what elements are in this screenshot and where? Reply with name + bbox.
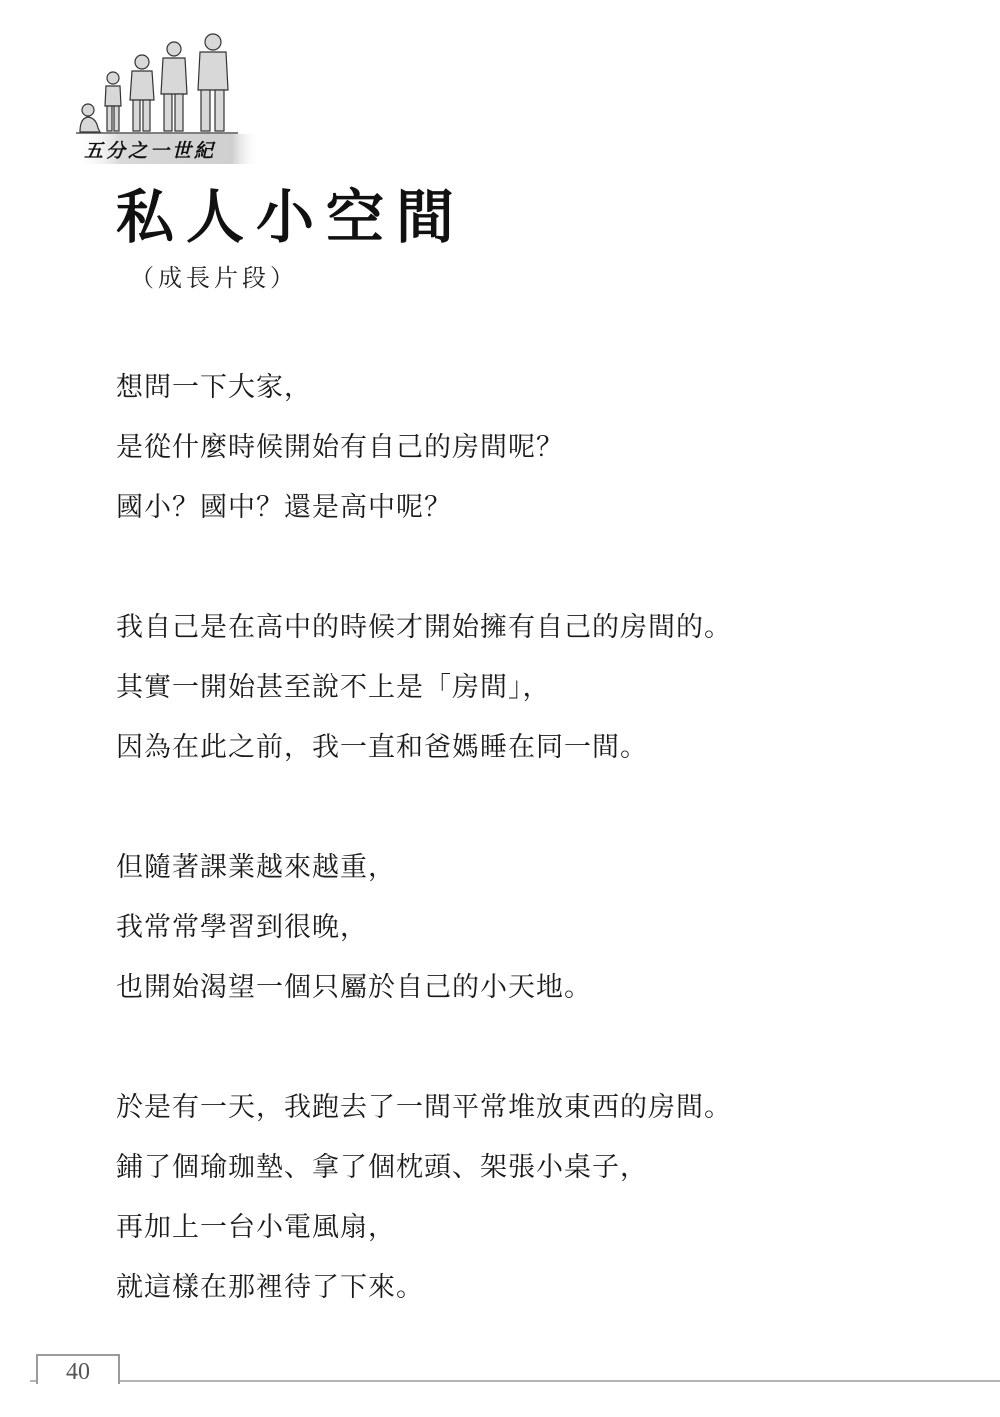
paragraph	[116, 598, 916, 778]
paragraph	[116, 1078, 916, 1318]
text-line: 我常常學習到很晚，	[116, 912, 368, 943]
footer-rule	[30, 1380, 1000, 1382]
chapter-subtitle: （成長片段）	[130, 264, 298, 292]
text-line: 國小？國中？還是高中呢？	[116, 492, 452, 523]
book-title: 五分之一世紀	[84, 140, 217, 162]
text-line: 鋪了個瑜珈墊、拿了個枕頭、架張小桌子，	[116, 1152, 648, 1183]
page-number: 40	[36, 1354, 120, 1384]
text-line: 再加上一台小電風扇，	[116, 1212, 396, 1243]
text-line: 就這樣在那裡待了下來。	[116, 1272, 424, 1303]
text-line: 想問一下大家，	[116, 372, 312, 403]
text-line: 但隨著課業越來越重，	[116, 852, 396, 883]
text-line: 其實一開始甚至說不上是「房間」，	[116, 672, 551, 703]
text-line: 也開始渴望一個只屬於自己的小天地。	[116, 972, 592, 1003]
chapter-title: 私人小空間	[116, 183, 467, 251]
body-text	[116, 358, 916, 1378]
paragraph	[116, 838, 916, 1018]
text-line: 我自己是在高中的時候才開始擁有自己的房間的。	[116, 612, 732, 643]
text-line: 於是有一天，我跑去了一間平常堆放東西的房間。	[116, 1092, 732, 1123]
text-line: 因為在此之前，我一直和爸媽睡在同一間。	[116, 732, 648, 763]
paragraph	[116, 358, 916, 538]
text-line: 是從什麼時候開始有自己的房間呢？	[116, 432, 564, 463]
